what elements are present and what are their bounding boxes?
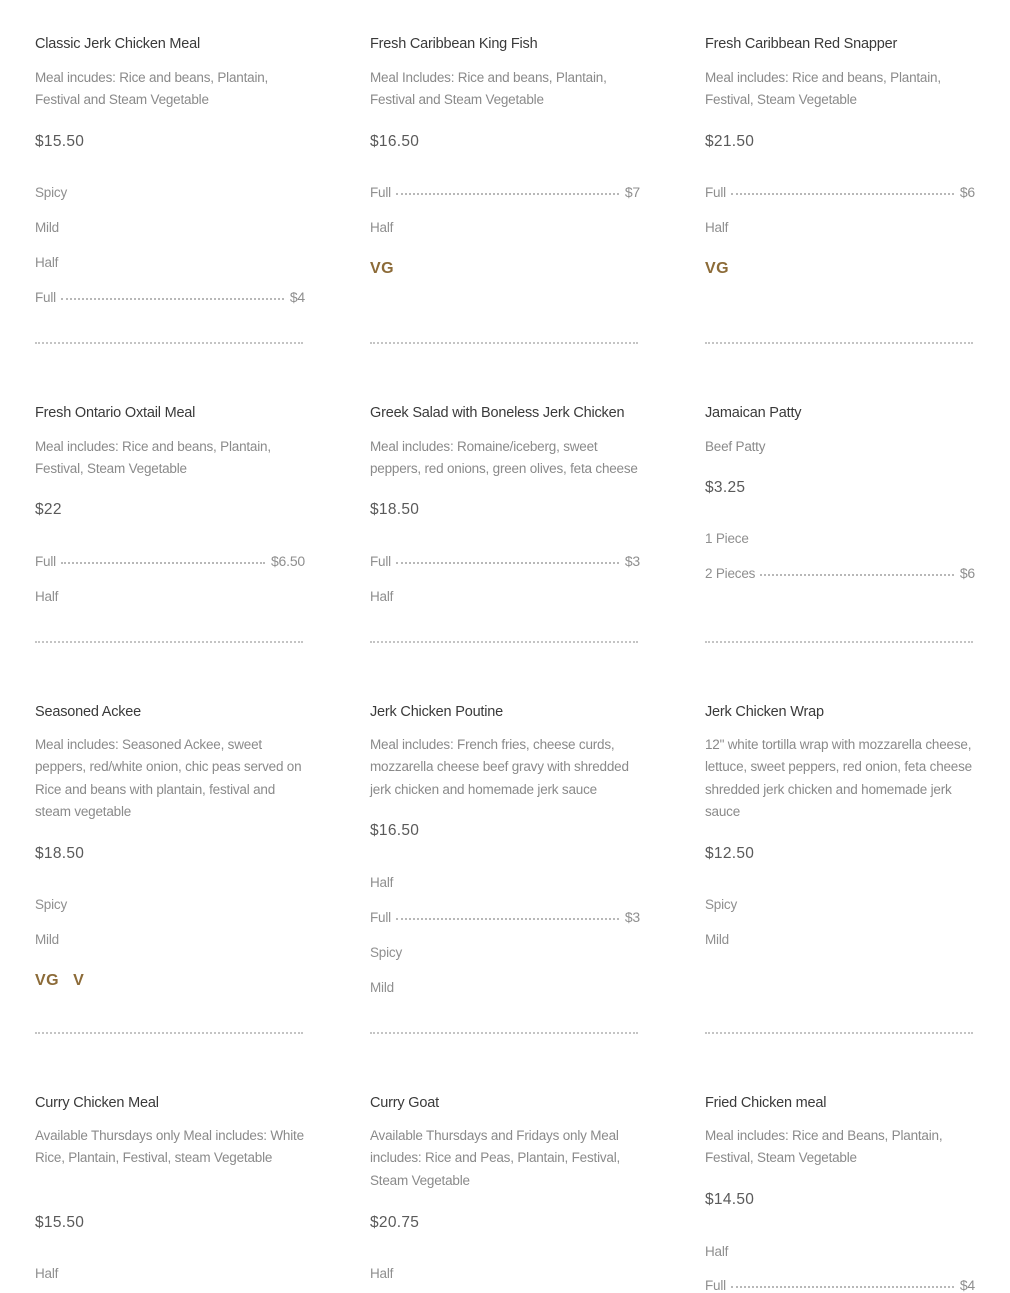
menu-item-description: Available Thursdays only Meal includes: White Rice, Plantain, Festival, steam Vegetable <box>35 1128 304 1166</box>
option-label: Half <box>705 220 729 235</box>
option-label: Full <box>370 910 391 925</box>
option-label: Spicy <box>35 185 68 200</box>
option-extra-price: $6.50 <box>270 553 305 569</box>
menu-item-description: Meal includes: Seasoned Ackee, sweet peppers, red/white onion, chic peas served on Rice and beans with plantain, festival and steam vegetable <box>35 737 302 819</box>
option-label: 2 Pieces <box>705 566 756 581</box>
separator-dots <box>370 1032 638 1034</box>
menu-item-price: $16.50 <box>370 133 420 150</box>
menu-item-title[interactable]: Fresh Caribbean Red Snapper <box>705 36 898 52</box>
menu-item-description: Meal incudes: Rice and beans, Plantain, Festival and Steam Vegetable <box>35 70 269 108</box>
option-row[interactable] <box>370 213 640 235</box>
dietary-badges <box>370 260 394 278</box>
leader-dots <box>760 573 954 576</box>
option-label: 1 Piece <box>705 531 749 546</box>
option-row[interactable] <box>35 925 305 947</box>
separator-dots <box>705 641 973 643</box>
menu-item-title[interactable]: Fresh Caribbean King Fish <box>370 36 538 52</box>
menu-item-description: Beef Patty <box>705 439 766 454</box>
option-row[interactable] <box>370 868 640 890</box>
vegan-badge: VG <box>35 972 60 989</box>
separator-dots <box>35 641 303 643</box>
option-label: Half <box>370 875 394 890</box>
menu-item-price: $16.50 <box>370 822 420 839</box>
option-label: Spicy <box>370 945 403 960</box>
separator-dots <box>35 1032 303 1034</box>
dietary-badges <box>35 972 84 990</box>
menu-item-title[interactable]: Fried Chicken meal <box>705 1095 827 1111</box>
option-row[interactable] <box>370 582 640 604</box>
option-row[interactable] <box>705 559 975 581</box>
vegan-badge: VG <box>705 260 730 277</box>
menu-item-price: $15.50 <box>35 133 85 150</box>
menu-item-title[interactable]: Curry Chicken Meal <box>35 1095 159 1111</box>
option-label: Mild <box>35 932 59 947</box>
separator-dots <box>705 342 973 344</box>
menu-item-price: $12.50 <box>705 845 755 862</box>
menu-item-price: $14.50 <box>705 1191 755 1208</box>
option-label: Full <box>705 185 726 200</box>
separator-dots <box>370 641 638 643</box>
option-row[interactable] <box>370 938 640 960</box>
option-row[interactable] <box>35 213 305 235</box>
option-row[interactable] <box>705 1271 975 1293</box>
option-row[interactable] <box>35 890 305 912</box>
option-extra-price: $4 <box>289 289 305 305</box>
leader-dots <box>731 192 954 195</box>
option-label: Half <box>370 220 394 235</box>
menu-item-title[interactable]: Jerk Chicken Wrap <box>705 704 824 720</box>
leader-dots <box>396 917 619 920</box>
menu-item-title[interactable]: Curry Goat <box>370 1095 439 1111</box>
separator-dots <box>370 342 638 344</box>
option-row[interactable] <box>370 547 640 569</box>
option-extra-price: $3 <box>624 553 640 569</box>
option-row[interactable] <box>705 1237 975 1259</box>
option-label: Half <box>370 1266 394 1281</box>
option-label: Half <box>370 589 394 604</box>
option-row[interactable] <box>370 178 640 200</box>
option-label: Full <box>35 290 56 305</box>
option-extra-price: $6 <box>959 565 975 581</box>
menu-item-description: Meal includes: Rice and beans, Plantain, Festival, Steam Vegetable <box>705 70 941 108</box>
option-row[interactable] <box>705 524 975 546</box>
vegan-badge: VG <box>370 260 395 277</box>
option-row[interactable] <box>370 903 640 925</box>
menu-item-description: Meal includes: Romaine/iceberg, sweet peppers, red onions, green olives, feta cheese <box>370 439 638 477</box>
leader-dots <box>61 561 265 564</box>
option-row[interactable] <box>370 1259 640 1281</box>
menu-item-price: $3.25 <box>705 479 746 496</box>
option-label: Half <box>705 1244 729 1259</box>
option-label: Full <box>705 1278 726 1293</box>
option-row[interactable] <box>705 178 975 200</box>
option-label: Full <box>370 554 391 569</box>
option-row[interactable] <box>35 547 305 569</box>
option-row[interactable] <box>35 1259 305 1281</box>
menu-item-title[interactable]: Classic Jerk Chicken Meal <box>35 36 201 52</box>
option-row[interactable] <box>35 582 305 604</box>
option-row[interactable] <box>35 283 305 305</box>
option-label: Half <box>35 1266 59 1281</box>
leader-dots <box>396 192 619 195</box>
option-label: Half <box>35 255 59 270</box>
option-row[interactable] <box>705 213 975 235</box>
option-label: Spicy <box>35 897 68 912</box>
separator-dots <box>35 342 303 344</box>
option-label: Half <box>35 589 59 604</box>
option-extra-price: $6 <box>959 184 975 200</box>
option-label: Mild <box>705 932 729 947</box>
menu-item-price: $15.50 <box>35 1214 85 1231</box>
option-row[interactable] <box>370 973 640 995</box>
option-label: Spicy <box>705 897 738 912</box>
leader-dots <box>61 297 284 300</box>
menu-item-title[interactable]: Seasoned Ackee <box>35 704 142 720</box>
leader-dots <box>396 561 619 564</box>
vegetarian-badge: V <box>73 972 85 989</box>
menu-item-description: Available Thursdays and Fridays only Meal includes: Rice and Peas, Plantain, Festival, Steam Vegetable <box>370 1128 621 1188</box>
menu-item-description: Meal Includes: Rice and beans, Plantain, Festival and Steam Vegetable <box>370 70 607 108</box>
menu-item-description: Meal includes: Rice and beans, Plantain, Festival, Steam Vegetable <box>35 439 271 477</box>
dietary-badges <box>705 260 729 278</box>
menu-item-price: $22 <box>35 501 62 518</box>
menu-item-price: $20.75 <box>370 1214 420 1231</box>
menu-item-description: 12" white tortilla wrap with mozzarella cheese, lettuce, sweet peppers, red onion, feta cheese shredded jerk chicken and homemade jerk sauce <box>705 737 972 819</box>
menu-item-title[interactable]: Fresh Ontario Oxtail Meal <box>35 405 196 421</box>
option-row[interactable] <box>705 890 975 912</box>
separator-dots <box>705 1032 973 1034</box>
option-label: Mild <box>370 980 394 995</box>
menu-item-title[interactable]: Greek Salad with Boneless Jerk Chicken <box>370 405 625 421</box>
menu-item-price: $18.50 <box>35 845 85 862</box>
option-row[interactable] <box>35 248 305 270</box>
menu-item-description: Meal includes: French fries, cheese curds, mozzarella cheese beef gravy with shredded jerk chicken and homemade jerk sauce <box>370 737 629 797</box>
option-extra-price: $7 <box>624 184 640 200</box>
menu-item-title[interactable]: Jamaican Patty <box>705 405 802 421</box>
option-row[interactable] <box>705 925 975 947</box>
option-label: Full <box>35 554 56 569</box>
menu-item-description: Meal includes: Rice and Beans, Plantain, Festival, Steam Vegetable <box>705 1128 943 1166</box>
option-extra-price: $4 <box>959 1277 975 1293</box>
option-label: Mild <box>35 220 59 235</box>
menu-item-price: $18.50 <box>370 501 420 518</box>
menu-item-price: $21.50 <box>705 133 755 150</box>
option-label: Full <box>370 185 391 200</box>
option-row[interactable] <box>35 178 305 200</box>
menu-item-title[interactable]: Jerk Chicken Poutine <box>370 704 504 720</box>
option-extra-price: $3 <box>624 909 640 925</box>
